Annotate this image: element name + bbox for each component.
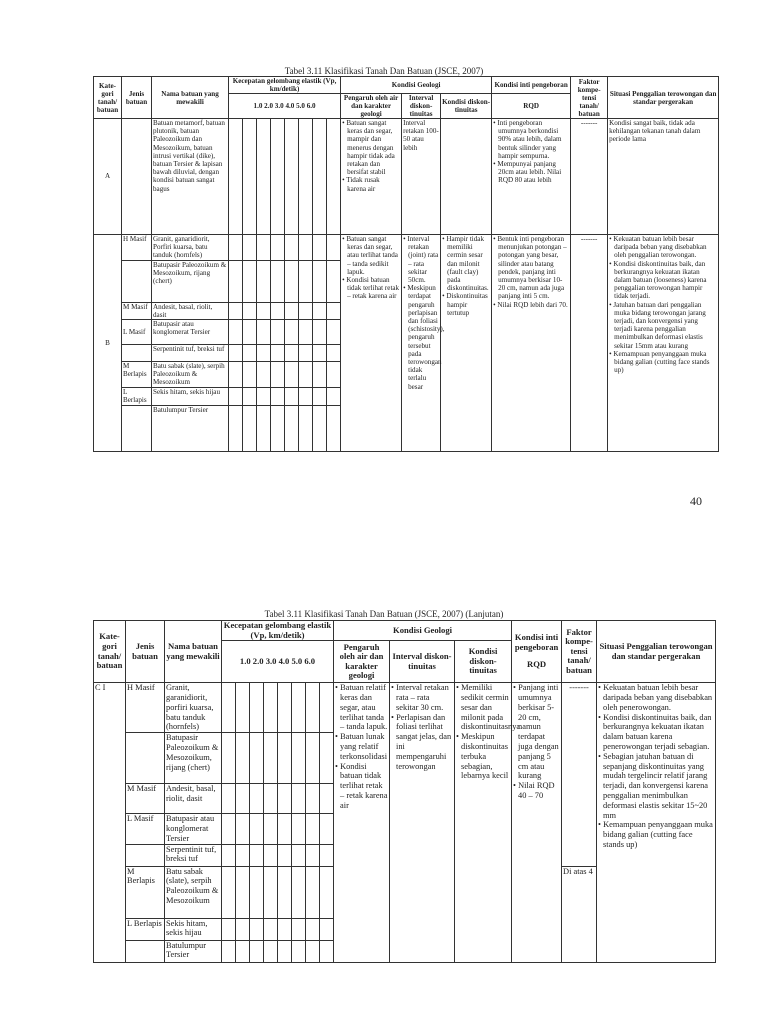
list-item: • Kekuatan batuan lebih besar daripada beban yang disebabkan oleh penerowongan. <box>598 683 713 712</box>
header-kecepatan <box>229 77 341 94</box>
nama-cell <box>165 866 222 918</box>
classification-table-continued <box>93 620 716 963</box>
faktor-cell: ------- <box>562 683 597 866</box>
jenis-cell <box>122 406 152 452</box>
jenis-cell: L Masif <box>126 814 165 844</box>
kondisi-disk-cell <box>455 683 523 962</box>
list-item: • Batuan relatif keras dan segar, atau terlihat tanda – tanda lapuk. <box>335 683 388 732</box>
jenis-cell: L Berlapis <box>122 388 152 406</box>
header-pengaruh: Pengaruh oleh air dan karakter geologi <box>341 94 402 119</box>
situasi-cell: Kondisi sangat baik, tidak ada kehilangan tekanan tanah dalam periode lama <box>608 119 719 235</box>
rqd-cell <box>512 683 562 962</box>
rqd-cell <box>492 119 571 235</box>
pengaruh-cell <box>341 235 402 452</box>
list-item: • Perlapisan dan foliasi terlihat sangat jelas, dan ini mempengaruhi terowongan <box>391 712 452 771</box>
header-kondisi-disk: Kondisi diskon- tinuitas <box>441 94 492 119</box>
interval-cell <box>402 235 445 452</box>
nama-cell: Serpentinit tuf, breksi tuf <box>152 345 229 362</box>
jenis-cell <box>122 260 152 302</box>
header-interval: Interval diskon- tinuitas <box>390 641 455 683</box>
list-item: • Tidak rusak karena air <box>342 176 380 193</box>
list-item: • Panjang inti umumnya berkisar 5-20 cm, namun terdapat juga dengan panjang 5 cm atau kurang <box>513 683 559 781</box>
header-kategori: Kate- gori tanah/ batuan <box>94 77 122 119</box>
nama-cell: Sekis hitam, sekis hijau <box>165 918 222 940</box>
list-item: • Hampir tidak memiliki cermin sesar dan milonit (fault clay) pada diskontinuitas. <box>442 235 489 293</box>
table-row <box>94 235 719 261</box>
list-item: • Jatuhan batuan dari penggalian muka bidang terowongan jarang terjadi, dan konvergensi yang terjadi karena penggalian menimbulkan deformasi elastis sekitar 15mm atau kurang <box>609 300 706 350</box>
list-item: • Kemampuan penyanggaan muka bidang galian (cutting face stands up) <box>609 349 710 375</box>
rqd-cell <box>492 235 571 452</box>
jenis-cell: L Masif <box>122 320 152 345</box>
header-rqd: RQD <box>526 659 547 670</box>
header-kondisi-disk: Kondisi diskon- tinuitas <box>455 641 512 683</box>
list-item: • Nilai RQD lebih dari 70. <box>493 300 568 309</box>
nama-text: Batu sabak (slate), serpih Paleozoikum & Mesozoikum <box>166 866 219 905</box>
list-item: • Batuan sangat keras dan segar, atau terlihat tanda – tanda sedikit lapuk. <box>342 235 398 276</box>
list-item: • Kemampuan penyanggaan muka bidang galian (cutting face stands up) <box>598 820 713 849</box>
list-item: • Kondisi diskontinuitas baik, dan berkurangnya kekuatan ikatan dalam batuan karena penerowongan terjadi sebagian. <box>598 712 712 751</box>
kondisi-disk-cell <box>441 119 492 235</box>
interval-cell: Interval retakan 100-50 atau lebih <box>402 119 441 235</box>
situasi-cell <box>608 235 719 452</box>
header-faktor: Faktor kompe- tensi tanah/ batuan <box>562 621 597 683</box>
list-item: • Meskipun diskontinuitas terbuka sebagian, lebarnya kecil <box>456 732 509 781</box>
velocity-scale: 1.0 2.0 3.0 4.0 5.0 6.0 <box>229 94 341 119</box>
nama-cell: Granit, ganaridiorit, Porfiri kuarsa, batu tanduk (hornfels) <box>152 235 229 261</box>
nama-cell: Batulumpur Tersier <box>165 940 222 962</box>
header-nama: Nama batuan yang mewakili <box>152 77 229 119</box>
nama-cell: Batuan metamorf, batuan plutonik, batuan Paleozoikum dan Mesozoikum, batuan intrusi vertikal (dike), batuan Tersier & lapisan bawah diluvial, dengan kondisi batuan sangat bagus <box>152 119 229 235</box>
classification-table <box>93 76 719 452</box>
list-item: • Kondisi batuan tidak terlihat retak – retak karena air <box>342 276 400 301</box>
header-kategori: Kate- gori tanah/ batuan <box>94 621 126 683</box>
nama-cell: Batu sabak (slate), serpih Paleozoikum & Mesozoikum <box>152 362 229 388</box>
header-rqd: RQD <box>492 94 571 119</box>
pengaruh-cell <box>334 683 390 962</box>
situasi-cell <box>597 683 716 962</box>
jenis-cell: L Berlapis <box>126 918 165 940</box>
list-item: • Kondisi diskontinuitas baik, dan berkurangnya kekuatan ikatan dalam batuan (looseness) karena penggalian terowongan hampir tidak terjadi. <box>609 259 707 301</box>
header-situasi: Situasi Penggalian terowongan dan standar pergerakan <box>608 77 719 119</box>
faktor-cell: ------- <box>571 119 608 235</box>
header-kondisi-inti: Kondisi inti pengeboran <box>492 77 571 94</box>
kategori-cell: B <box>94 235 122 452</box>
kategori-cell: A <box>94 119 122 235</box>
list-item: • Batuan sangat keras dan segar, mampir dan menerus dengan hampir tidak ada retakan dan bersifat stabil <box>342 119 395 177</box>
table-caption: Tabel 3.11 Klasifikasi Tanah Dan Batuan (JSCE, 2007) (Lanjutan) <box>264 609 504 619</box>
table-row <box>94 119 719 235</box>
list-item: • Sebagian jatuhan batuan di sepanjang diskontinuitas yang mudah tergelincir relatif jarang terjadi, dan konvergensi karena penggalian menimbulkan deformasi elastis sekitar 15~20 mm <box>598 751 709 820</box>
jenis-cell: M Berlapis <box>122 362 152 388</box>
header-kondisi-inti <box>512 621 562 683</box>
list-item: • Interval retakan rata – rata sekitar 30 cm. <box>391 683 449 712</box>
header-situasi: Situasi Penggalian terowongan dan standar pergerakan <box>597 621 716 683</box>
jenis-cell <box>122 345 152 362</box>
pengaruh-cell <box>341 119 402 235</box>
list-item: • Kondisi batuan tidak terlihat retak – retak karena air <box>335 761 388 810</box>
nama-cell: Sekis hitam, sekis hijau <box>152 388 229 406</box>
velocity-scale: 1.0 2.0 3.0 4.0 5.0 6.0 <box>222 641 334 683</box>
header-kecepatan-label: Kecepatan gelombang elastik (Vp, km/detik) <box>232 77 337 93</box>
jenis-cell <box>122 119 152 235</box>
kondisi-disk-cell <box>441 235 492 452</box>
nama-cell: Granit, garanidiorit, porfiri kuarsa, batu tanduk (hornfels) <box>165 683 222 733</box>
list-item: • Kekuatan batuan lebih besar daripada beban yang disebabkan oleh penggalian terowongan. <box>609 235 707 260</box>
list-item: • Diskontinuitas hampir tertutup <box>442 292 488 317</box>
kategori-cell: C I <box>94 683 126 962</box>
list-item: • Interval retakan (joint) rata – rata sekitar 50cm. <box>403 235 439 285</box>
nama-cell: Andesit, basal, riolit, dasit <box>165 784 222 814</box>
list-item: • Nilai RQD 40 – 70 <box>513 781 555 800</box>
header-nama: Nama batuan yang mewakili <box>165 621 222 683</box>
nama-cell: Serpentinit tuf, breksi tuf <box>165 844 222 866</box>
list-item: • Bentuk inti pengeboran menunjukan potongan – potongan yang besar, silinder atau batang pendek, panjang inti umumnya berkisar 10-20 cm, namun ada juga panjang inti 5 cm. <box>493 235 567 301</box>
list-item: • Batuan lunak yang relatif terkonsolidasi <box>335 732 388 761</box>
list-item: • Meskipun terdapat pengaruh perlapisan dan foliasi (schistosity), pengaruh tersebut pada terowongan tidak terlalu besar <box>403 284 445 391</box>
jenis-cell: M Berlapis <box>126 866 165 918</box>
table-caption: Tabel 3.11 Klasifikasi Tanah Dan Batuan (JSCE, 2007) <box>284 66 484 76</box>
faktor-cell-2: Di atas 4 <box>562 866 597 962</box>
header-kecepatan-label: Kecepatan gelombang elastik (Vp, km/detik) <box>223 620 332 640</box>
nama-cell: Batupasir atau konglomerat Tersier <box>165 814 222 844</box>
jenis-cell <box>126 940 165 962</box>
header-interval: Interval diskon- tinuitas <box>402 94 441 119</box>
jenis-cell: H Masif <box>122 235 152 261</box>
jenis-cell: M Masif <box>122 302 152 319</box>
header-kondisi-geologi: Kondisi Geologi <box>341 77 492 94</box>
list-item: • Mempunyai panjang 20cm atau lebih. Nilai RQD 80 atau lebih <box>493 160 562 185</box>
faktor-cell: ------- <box>571 235 608 452</box>
list-item: • Inti pengeboran umumnya berkondisi 90% atau lebih, dalam bentuk silinder yang hampir sempurna. <box>493 119 562 160</box>
header-faktor: Faktor kompe- tensi tanah/ batuan <box>571 77 608 119</box>
header-pengaruh: Pengaruh oleh air dan karakter geologi <box>334 641 390 683</box>
header-jenis: Jenis batuan <box>122 77 152 119</box>
header-kecepatan <box>222 621 334 641</box>
header-kondisi-geologi: Kondisi Geologi <box>334 621 512 641</box>
jenis-cell <box>126 733 165 784</box>
header-jenis: Jenis batuan <box>126 621 165 683</box>
nama-cell: Batupasir Paleozoikum & Mesozoikum, rijang (chert) <box>152 260 229 302</box>
interval-cell <box>390 683 455 962</box>
nama-cell: Batulumpur Tersier <box>152 406 229 452</box>
nama-cell: Batupasir Paleozoikum & Mesozoikum, rijang (chert) <box>165 733 222 784</box>
nama-cell: Andesit, basal, riolit, dasit <box>152 302 229 319</box>
table-row <box>94 683 716 733</box>
page-number: 40 <box>690 494 702 508</box>
jenis-cell <box>126 844 165 866</box>
jenis-cell: H Masif <box>126 683 165 733</box>
list-item: • Memiliki sedikit cermin sesar dan milonit pada diskontinuitasnya. <box>456 683 523 732</box>
nama-cell: Batupasir atau konglomerat Tersier <box>152 320 229 345</box>
jenis-cell: M Masif <box>126 784 165 814</box>
header-kondisi-inti-label: Kondisi inti pengeboran <box>514 632 559 652</box>
